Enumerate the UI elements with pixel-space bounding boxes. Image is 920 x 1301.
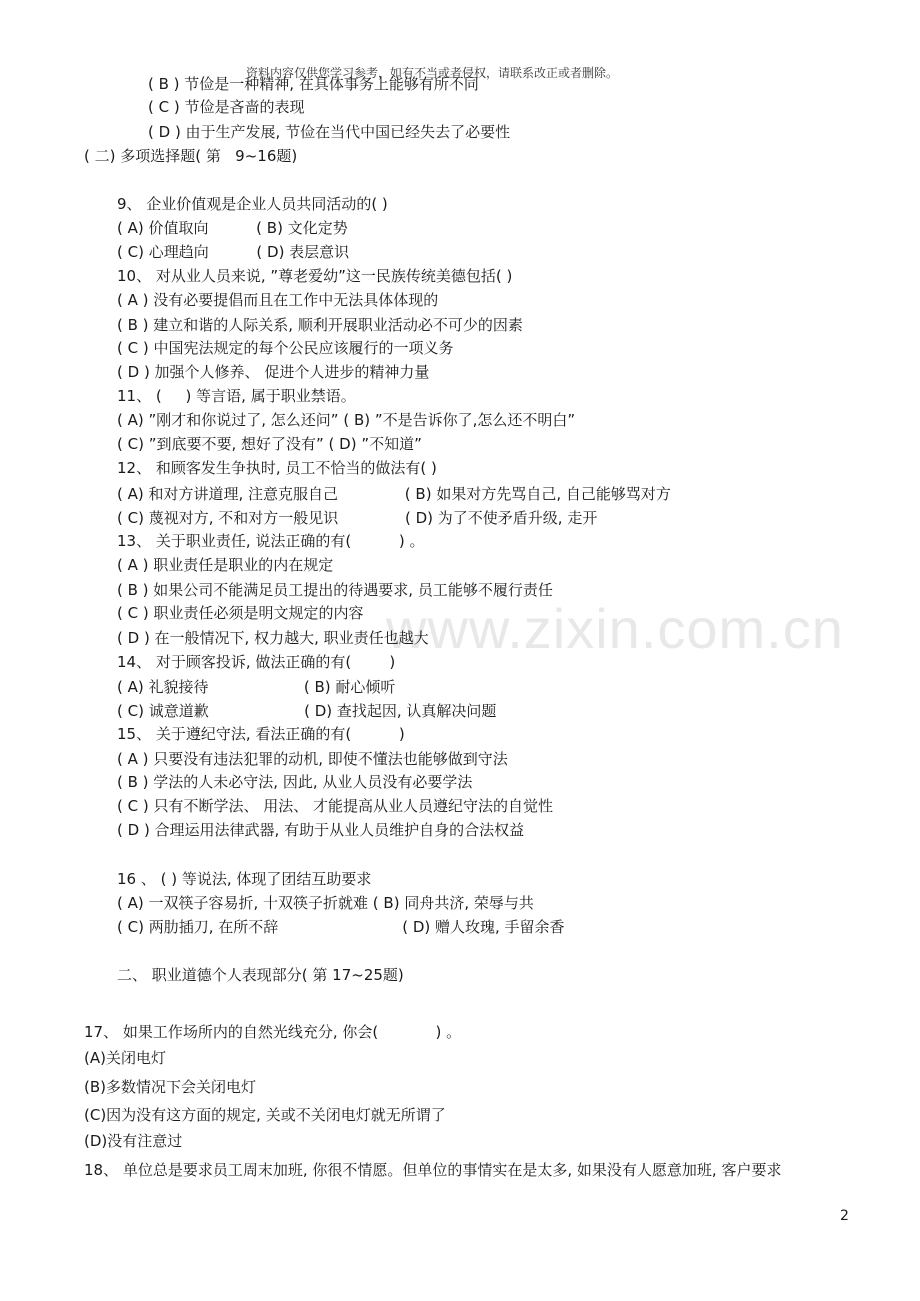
text-line: ( B ) 节俭是一种精神, 在具体事务上能够有所不同: [148, 75, 479, 93]
question-line: 14、 对于顾客投诉, 做法正确的有( ): [117, 653, 396, 671]
option-line: (B)多数情况下会关闭电灯: [84, 1078, 256, 1096]
option-line: (C)因为没有这方面的规定, 关或不关闭电灯就无所谓了: [84, 1106, 446, 1124]
header-note: 资料内容仅供您学习参考，如有不当或者侵权，请联系改正或者删除。: [246, 66, 619, 80]
question-line: 15、 关于遵纪守法, 看法正确的有( ): [117, 725, 405, 743]
option-line: ( C ) 职业责任必须是明文规定的内容: [117, 604, 364, 622]
option-line: ( C) 蔑视对方, 不和对方一般见识 ( D) 为了不使矛盾升级, 走开: [117, 509, 598, 527]
option-line: ( A) 和对方讲道理, 注意克服自己 ( B) 如果对方先骂自己, 自己能够骂对方: [117, 485, 671, 503]
option-line: ( C ) 中国宪法规定的每个公民应该履行的一项义务: [117, 339, 454, 357]
text-line: ( C ) 节俭是吝啬的表现: [148, 98, 305, 116]
question-line: 18、 单位总是要求员工周末加班, 你很不情愿。但单位的事情实在是太多, 如果没有人愿意加班, 客户要求: [84, 1161, 782, 1179]
option-line: ( A) 一双筷子容易折, 十双筷子折就难 ( B) 同舟共济, 荣辱与共: [117, 894, 534, 912]
question-line: 10、 对从业人员来说, ”尊老爱幼”这一民族传统美德包括( ): [117, 267, 513, 285]
question-line: 9、 企业价值观是企业人员共同活动的( ): [117, 195, 388, 213]
option-line: ( C) 诚意道歉 ( D) 查找起因, 认真解决问题: [117, 702, 497, 720]
option-line: ( D ) 合理运用法律武器, 有助于从业人员维护自身的合法权益: [117, 821, 525, 839]
question-line: 13、 关于职业责任, 说法正确的有( ) 。: [117, 532, 425, 550]
option-line: ( B ) 建立和谐的人际关系, 顺利开展职业活动必不可少的因素: [117, 316, 523, 334]
option-line: (A)关闭电灯: [84, 1049, 166, 1067]
option-line: ( C) 心理趋向 ( D) 表层意识: [117, 243, 350, 261]
option-line: ( C ) 只有不断学法、 用法、 才能提高从业人员遵纪守法的自觉性: [117, 797, 554, 815]
option-line: ( A) 礼貌接待 ( B) 耐心倾听: [117, 678, 396, 696]
watermark: www.zixin.com.cn: [386, 597, 844, 660]
option-line: ( A ) 没有必要提倡而且在工作中无法具体体现的: [117, 291, 439, 309]
question-line: 12、 和顾客发生争执时, 员工不恰当的做法有( ): [117, 459, 437, 477]
option-line: ( A ) 职业责任是职业的内在规定: [117, 556, 334, 574]
option-line: ( B ) 如果公司不能满足员工提出的待遇要求, 员工能够不履行责任: [117, 581, 553, 599]
question-line: 11、 ( ) 等言语, 属于职业禁语。: [117, 387, 356, 405]
text-line: ( D ) 由于生产发展, 节俭在当代中国已经失去了必要性: [148, 123, 511, 141]
option-line: (D)没有注意过: [84, 1132, 183, 1150]
option-line: ( C) ”到底要不要, 想好了没有” ( D) ”不知道”: [117, 435, 422, 453]
option-line: ( D ) 加强个人修养、 促进个人进步的精神力量: [117, 363, 430, 381]
option-line: ( A) 价值取向 ( B) 文化定势: [117, 219, 348, 237]
option-line: ( D ) 在一般情况下, 权力越大, 职业责任也越大: [117, 629, 429, 647]
option-line: ( A) ”刚才和你说过了, 怎么还问” ( B) ”不是告诉你了,怎么还不明白”: [117, 411, 576, 429]
section-heading: 二、 职业道德个人表现部分( 第 17~25题): [117, 966, 404, 984]
question-line: 16 、 ( ) 等说法, 体现了团结互助要求: [117, 870, 372, 888]
option-line: ( B ) 学法的人未必守法, 因此, 从业人员没有必要学法: [117, 773, 473, 791]
question-line: 17、 如果工作场所内的自然光线充分, 你会( ) 。: [84, 1023, 462, 1041]
page-number: 2: [840, 1208, 849, 1224]
section-heading: ( 二) 多项选择题( 第 9~16题): [84, 147, 298, 165]
option-line: ( C) 两肋插刀, 在所不辞 ( D) 赠人玫瑰, 手留余香: [117, 918, 565, 936]
option-line: ( A ) 只要没有违法犯罪的动机, 即使不懂法也能够做到守法: [117, 750, 508, 768]
